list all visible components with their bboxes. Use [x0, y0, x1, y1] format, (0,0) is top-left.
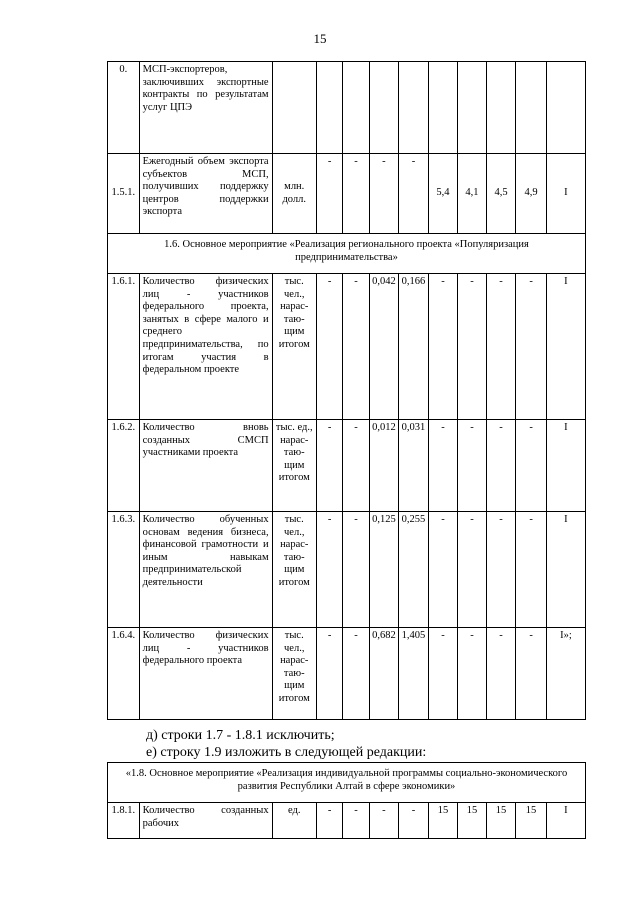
value-cell: -	[343, 154, 369, 234]
replacement-table	[107, 762, 586, 839]
value-cell: 4,5	[486, 154, 516, 234]
section-title: 1.6. Основное мероприятие «Реализация регионального проекта «Популяризация предпринимательства»	[108, 234, 586, 274]
unit: тыс. чел., нарас-таю-щим итогом	[272, 274, 316, 420]
row-number: 1.6.3.	[108, 512, 140, 628]
value-cell: -	[486, 274, 516, 420]
source-cell: I	[546, 512, 585, 628]
value-cell: -	[428, 628, 458, 720]
value-cell: 0,255	[399, 512, 429, 628]
value-cell: -	[343, 628, 369, 720]
value-cell: -	[428, 420, 458, 512]
unit: ед.	[272, 803, 316, 839]
section-title: «1.8. Основное мероприятие «Реализация индивидуальной программы социально-экономического развития Республики Алтай в сфере экономики»	[108, 763, 586, 803]
table-row	[108, 420, 586, 512]
amendment-note-d: д) строки 1.7 - 1.8.1 исключить;	[146, 728, 335, 743]
value-cell: -	[343, 274, 369, 420]
value-cell: -	[316, 628, 342, 720]
value-cell: 0,682	[369, 628, 399, 720]
section-row	[108, 234, 586, 274]
value-cell: 1,405	[399, 628, 429, 720]
value-cell: -	[458, 512, 486, 628]
amendment-note-e: е) строку 1.9 изложить в следующей редакции:	[146, 745, 427, 760]
value-cell: -	[516, 512, 547, 628]
row-number: 1.6.2.	[108, 420, 140, 512]
value-cell: -	[369, 154, 399, 234]
page-number: 15	[313, 31, 327, 46]
indicator-name: Количество вновь созданных СМСП участниками проекта	[139, 420, 272, 512]
value-cell: -	[428, 274, 458, 420]
value-cell: 4,9	[516, 154, 547, 234]
value-cell: -	[343, 512, 369, 628]
unit: тыс. чел., нарас-таю-щим итогом	[272, 628, 316, 720]
table-row	[108, 803, 586, 839]
value-cell: 0,042	[369, 274, 399, 420]
table-row	[108, 154, 586, 234]
value-cell: -	[516, 628, 547, 720]
value-cell: 15	[458, 803, 486, 839]
source-cell: I	[546, 274, 585, 420]
source-cell: I»;	[546, 628, 585, 720]
table-row	[108, 274, 586, 420]
section-row	[108, 763, 586, 803]
value-cell: -	[399, 803, 429, 839]
value-cell: 4,1	[458, 154, 486, 234]
value-cell: -	[343, 420, 369, 512]
value-cell: -	[316, 154, 342, 234]
table-row	[108, 512, 586, 628]
value-cell: -	[516, 274, 547, 420]
value-cell: -	[516, 420, 547, 512]
value-cell: -	[316, 274, 342, 420]
value-cell: -	[458, 420, 486, 512]
unit: тыс. ед., нарас-таю-щим итогом	[272, 420, 316, 512]
unit: тыс. чел., нарас-таю-щим итогом	[272, 512, 316, 628]
table-row	[108, 62, 586, 154]
indicators-table	[107, 61, 586, 720]
value-cell: -	[343, 803, 369, 839]
value-cell: -	[458, 628, 486, 720]
indicator-name: МСП-экспортеров, заключивших экспортные контракты по результатам услуг ЦПЭ	[139, 62, 272, 154]
value-cell: 0,031	[399, 420, 429, 512]
value-cell: -	[316, 512, 342, 628]
row-number: 1.5.1.	[108, 154, 140, 234]
value-cell: 0,125	[369, 512, 399, 628]
value-cell: 15	[428, 803, 458, 839]
value-cell: -	[486, 512, 516, 628]
value-cell: -	[486, 420, 516, 512]
indicator-name: Ежегодный объем экспорта субъектов МСП, получивших поддержку центров поддержки экспорта	[139, 154, 272, 234]
value-cell: -	[316, 420, 342, 512]
value-cell: 15	[486, 803, 516, 839]
row-number: 1.6.4.	[108, 628, 140, 720]
indicator-name: Количество физических лиц - участников федерального проекта, занятых в сфере малого и среднего предпринимательства, по итогам участия в федеральном проекте	[139, 274, 272, 420]
source-cell: I	[546, 420, 585, 512]
value-cell: 15	[516, 803, 547, 839]
indicator-name: Количество физических лиц - участников федерального проекта	[139, 628, 272, 720]
value-cell: -	[486, 628, 516, 720]
value-cell: -	[369, 803, 399, 839]
value-cell: -	[458, 274, 486, 420]
indicator-name: Количество обученных основам ведения бизнеса, финансовой грамотности и иным навыкам предпринимательской деятельности	[139, 512, 272, 628]
value-cell: 5,4	[428, 154, 458, 234]
row-number: 1.8.1.	[108, 803, 140, 839]
value-cell: 0,012	[369, 420, 399, 512]
value-cell: -	[428, 512, 458, 628]
source-cell: I	[546, 154, 585, 234]
unit: млн. долл.	[272, 154, 316, 234]
table-row	[108, 628, 586, 720]
indicator-name: Количество созданных рабочих	[139, 803, 272, 839]
row-number: 1.6.1.	[108, 274, 140, 420]
source-cell: I	[546, 803, 585, 839]
value-cell: -	[399, 154, 429, 234]
value-cell: -	[316, 803, 342, 839]
row-number: 0.	[108, 62, 140, 154]
value-cell: 0,166	[399, 274, 429, 420]
